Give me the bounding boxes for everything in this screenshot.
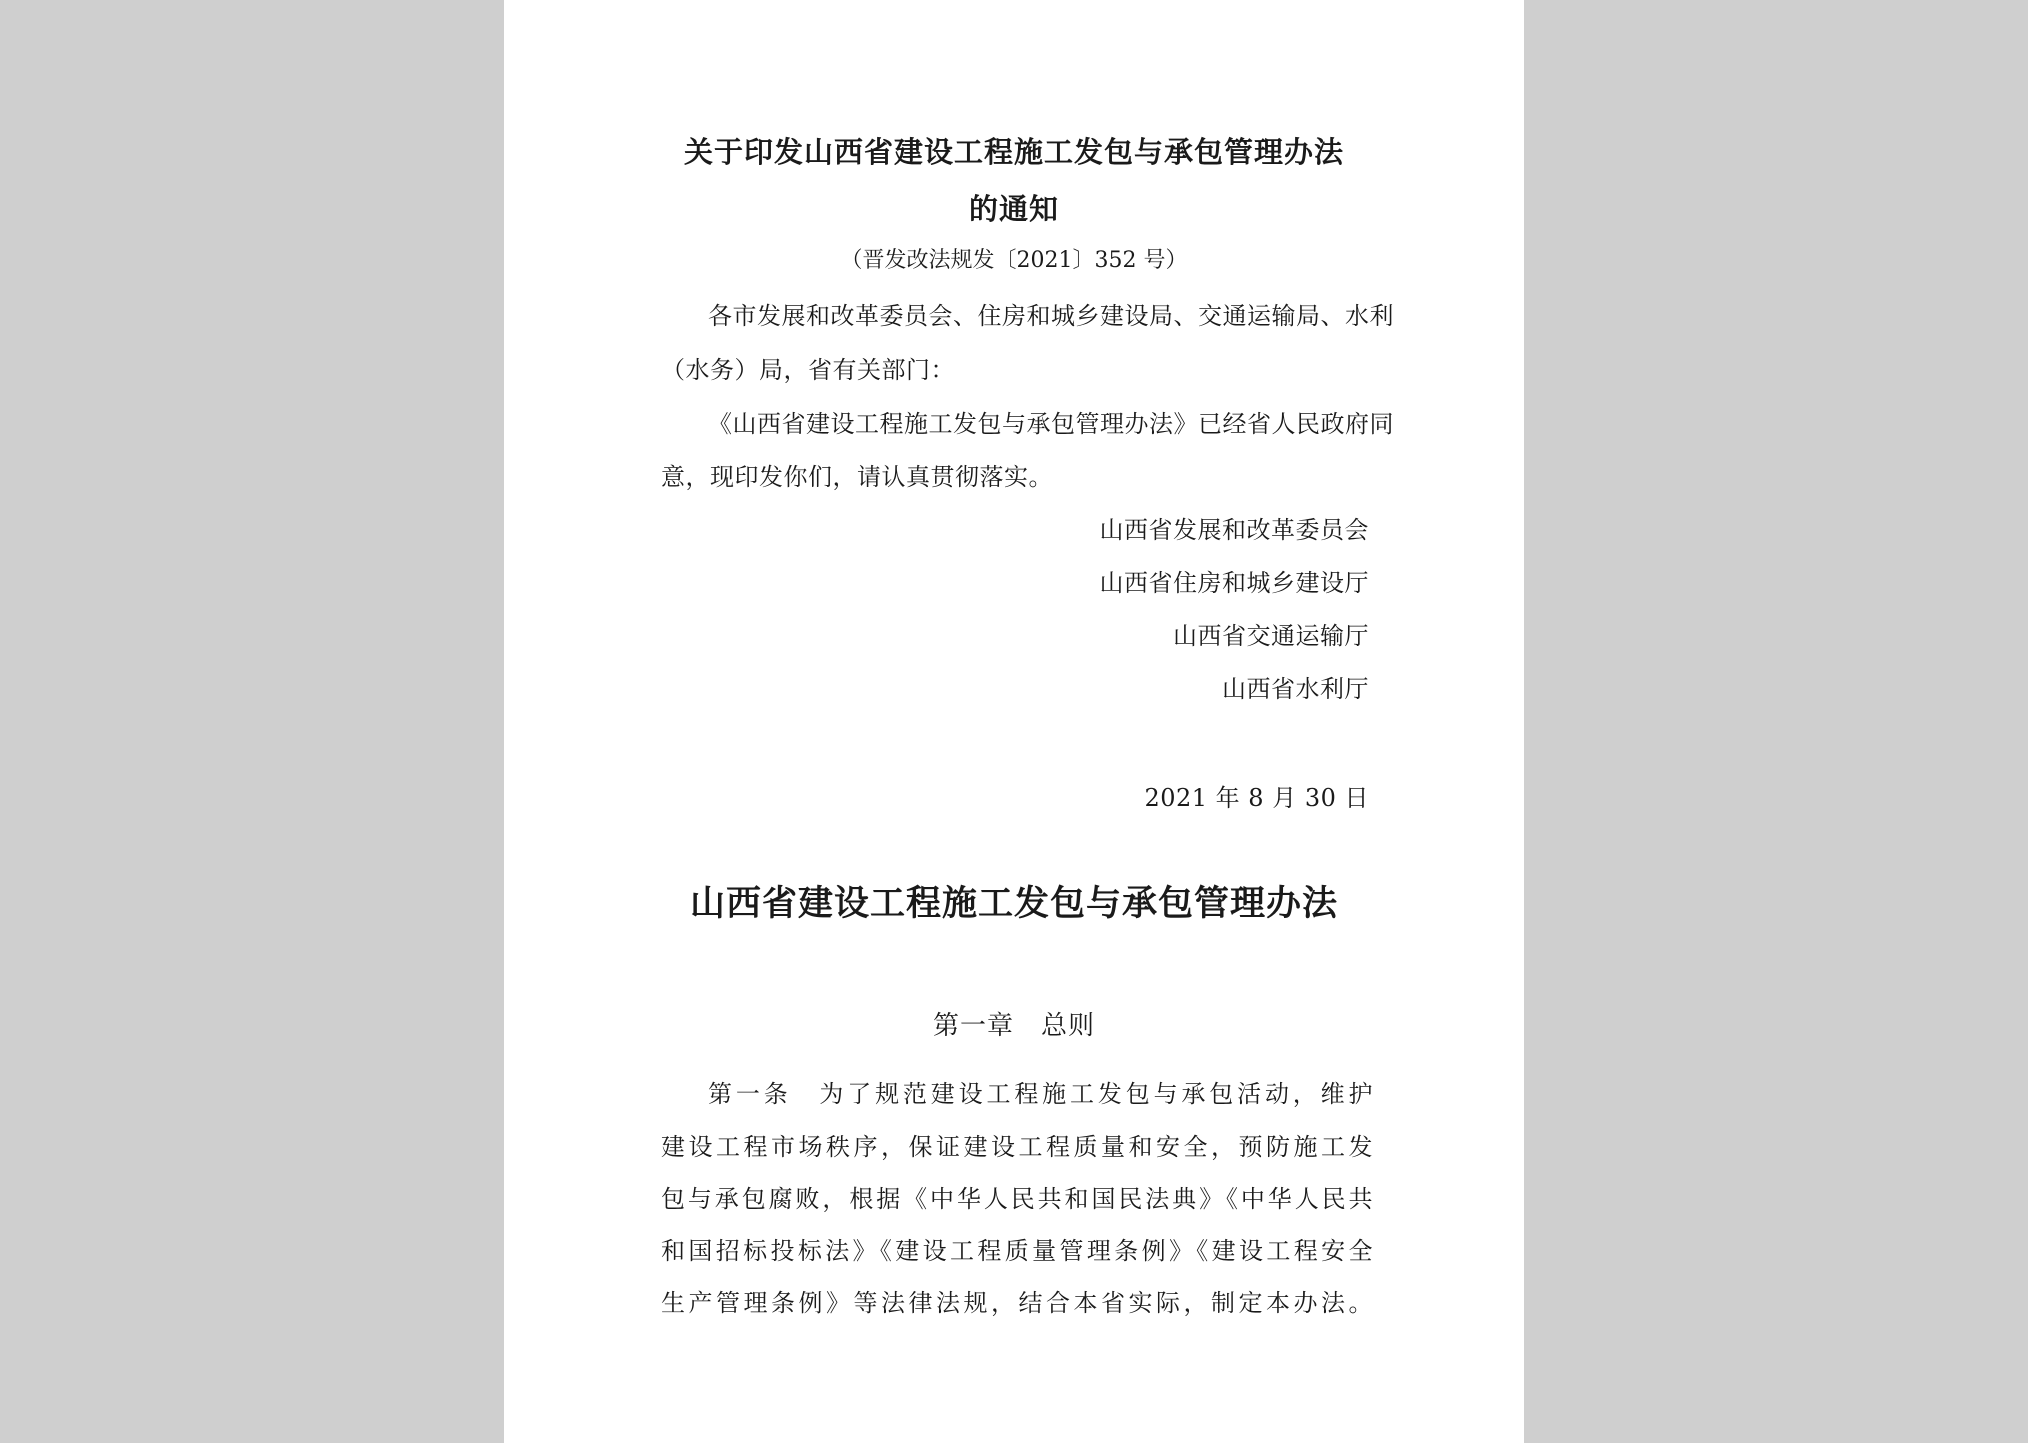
- addressee-line1: 各市发展和改革委员会、住房和城乡建设局、交通运输局、水利: [708, 302, 1394, 330]
- notice-title-line2: 的通知: [968, 192, 1059, 226]
- notice-title-line1: 关于印发山西省建设工程施工发包与承包管理办法: [683, 135, 1344, 169]
- article1-line4: 和国招标投标法》《建设工程质量管理条例》《建设工程安全: [661, 1237, 1373, 1265]
- regulation-title: 山西省建设工程施工发包与承包管理办法: [689, 883, 1338, 924]
- article1-line5: 生产管理条例》等法律法规，结合本省实际，制定本办法。: [661, 1289, 1373, 1317]
- signatory-housing-construction: 山西省住房和城乡建设厅: [1099, 569, 1369, 597]
- document-number: （晋发改法规发〔2021〕352 号）: [840, 248, 1188, 273]
- article1-line1: 第一条 为了规范建设工程施工发包与承包活动，维护: [708, 1080, 1373, 1108]
- chapter-heading: 第一章 总则: [932, 1011, 1095, 1041]
- signatory-development-reform: 山西省发展和改革委员会: [1099, 516, 1369, 544]
- document-page: [504, 0, 1524, 1443]
- signatory-water-resources: 山西省水利厅: [1222, 675, 1369, 703]
- article1-line2: 建设工程市场秩序，保证建设工程质量和安全，预防施工发: [661, 1133, 1373, 1161]
- addressee-line2: （水务）局，省有关部门：: [661, 356, 955, 384]
- notice-date: 2021 年 8 月 30 日: [1144, 784, 1369, 812]
- notice-body-line2: 意，现印发你们，请认真贯彻落实。: [661, 463, 1053, 491]
- notice-body-line1: 《山西省建设工程施工发包与承包管理办法》已经省人民政府同: [708, 410, 1394, 438]
- article1-line3: 包与承包腐败，根据《中华人民共和国民法典》《中华人民共: [661, 1185, 1373, 1213]
- signatory-transport: 山西省交通运输厅: [1173, 622, 1369, 650]
